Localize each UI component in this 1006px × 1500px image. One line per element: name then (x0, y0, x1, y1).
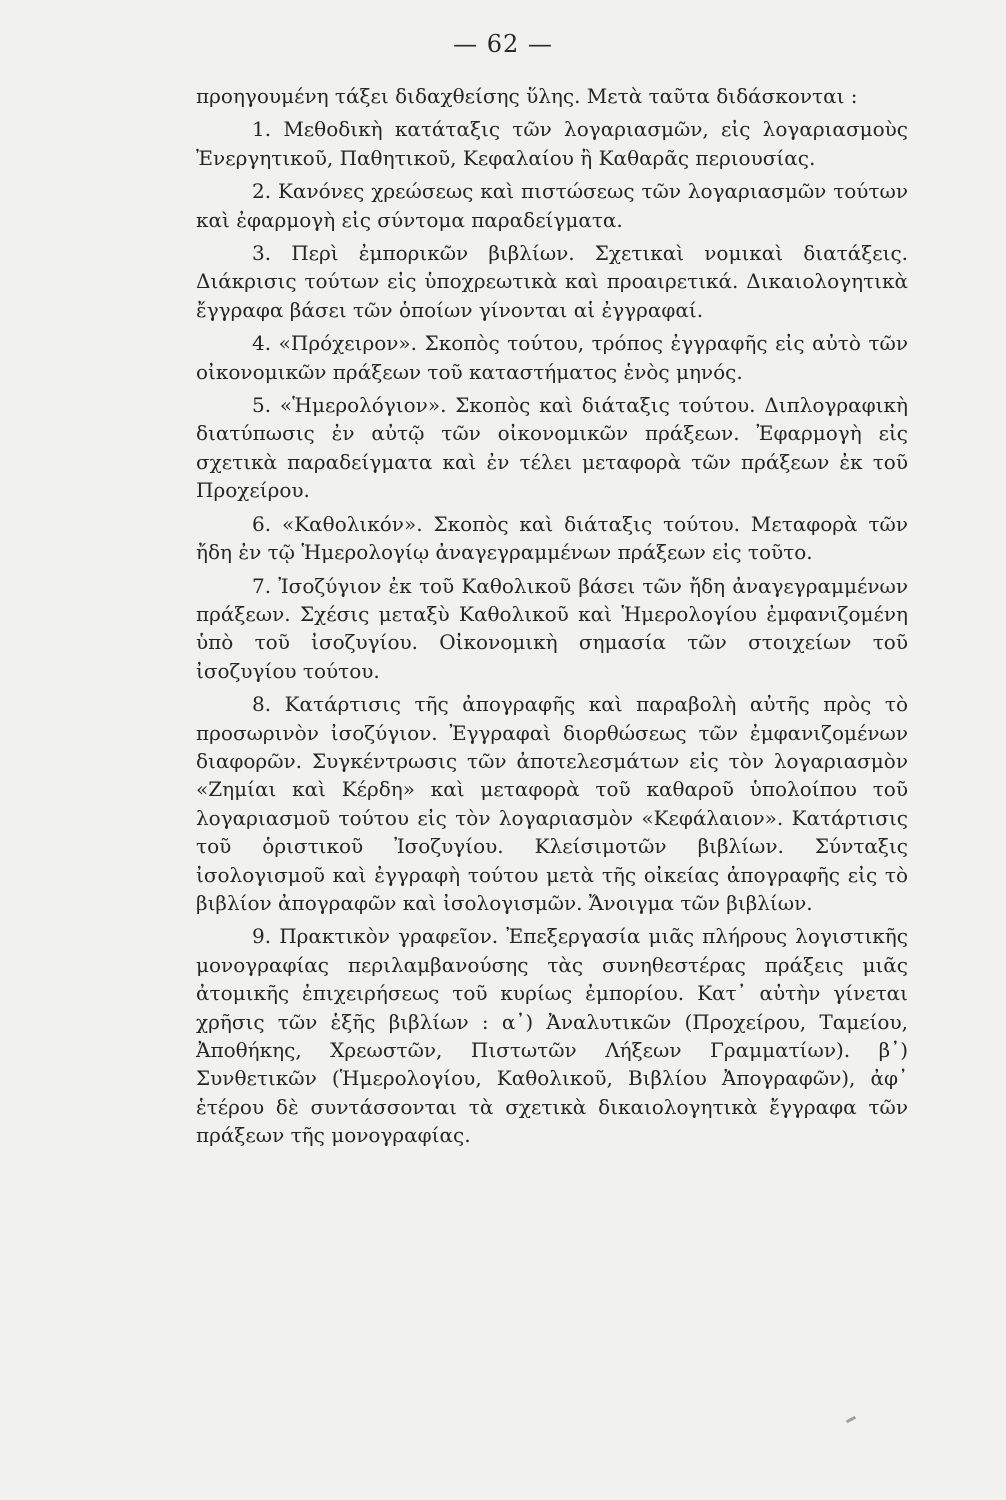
list-item-8: 8. Κατάρτισις τῆς ἀπογραφῆς καὶ παραβολὴ αὐτῆς πρὸς τὸ προσωρινὸν ἰσοζύγιον. Ἐγγραφαὶ διορθώσεως τῶν ἐμφανιζομένων διαφορῶν. Συγκέντρωσις τῶν ἀποτελεσμάτων εἰς τὸν λογαριασμὸν «Ζημίαι καὶ Κέρδη» καὶ μεταφορὰ τοῦ καθαροῦ ὑπολοίπου τοῦ λογαριασμοῦ τούτου εἰς τὸν λογαριασμὸν «Κεφάλαιον». Κατάρτισις τοῦ ὁριστικοῦ Ἰσοζυγίου. Κλείσιμοτῶν βιβλίων. Σύνταξις ἰσολογισμοῦ καὶ ἐγγραφὴ τούτου μετὰ τῆς οἰκείας ἀπογραφῆς εἰς τὸ βιβλίον ἀπογραφῶν καὶ ἰσολογισμῶν. Ἄνοιγμα τῶν βιβλίων. (196, 692, 908, 915)
list-item-1: 1. Μεθοδικὴ κατάταξις τῶν λογαριασμῶν, εἰς λογαριασμοὺς Ἐνεργητικοῦ, Παθητικοῦ, Κεφαλαίου ἢ Καθαρᾶς περιουσίας. (196, 117, 908, 170)
list-item-6: 6. «Καθολικόν». Σκοπὸς καὶ διάταξις τούτου. Μεταφορὰ τῶν ἤδη ἐν τῷ Ἡμερολογίῳ ἀναγεγραμμένων πράξεων εἰς τοῦτο. (196, 511, 908, 565)
list-item-3: 3. Περὶ ἐμπορικῶν βιβλίων. Σχετικαὶ νομικαὶ διατάξεις. Διάκρισις τούτων εἰς ὑποχρεωτικὰ καὶ προαιρετικά. Δικαιολογητικὰ ἔγγραφα βάσει τῶν ὁποίων γίνονται αἱ ἐγγραφαί. (196, 241, 908, 322)
list-item-5: 5. «Ἡμερολόγιον». Σκοπὸς καὶ διάταξις τούτου. Διπλογραφικὴ διατύπωσις ἐν αὐτῷ τῶν οἰκονομικῶν πράξεων. Ἐφαρμογὴ εἰς σχετικὰ παραδείγματα καὶ ἐν τέλει μεταφορὰ τῶν πράξεων ἐκ τοῦ Προχείρου. (196, 393, 908, 503)
intro-paragraph: προηγουμένη τάξει διδαχθείσης ὕλης. Μετὰ ταῦτα διδάσκονται : (196, 84, 858, 108)
list-item-7: 7. Ἰσοζύγιον ἐκ τοῦ Καθολικοῦ βάσει τῶν ἤδη ἀναγεγραμμένων πράξεων. Σχέσις μεταξὺ Καθολικοῦ καὶ Ἡμερολογίου ἐμφανιζομένη ὑπὸ τοῦ ἰσοζυγίου. Οἰκονομικὴ σημασία τῶν στοιχείων τοῦ ἰσοζυγίου τούτου. (196, 573, 908, 683)
page-number: — 62 — (453, 30, 553, 58)
list-item-2: 2. Κανόνες χρεώσεως καὶ πιστώσεως τῶν λογαριασμῶν τούτων καὶ ἐφαρμογὴ εἰς σύντομα παραδείγματα. (196, 179, 908, 232)
list-item-4: 4. «Πρόχειρον». Σκοπὸς τούτου, τρόπος ἐγγραφῆς εἰς αὐτὸ τῶν οἰκονομικῶν πράξεων τοῦ καταστήματος ἑνὸς μηνός. (196, 331, 908, 384)
page-body (196, 82, 908, 1150)
list-item-9: 9. Πρακτικὸν γραφεῖον. Ἐπεξεργασία μιᾶς πλήρους λογιστικῆς μονογραφίας περιλαμβανούσης τὰς συνηθεστέρας πράξεις μιᾶς ἀτομικῆς ἐπιχειρήσεως τοῦ κυρίως ἐμπορίου. Κατ᾽ αὐτὴν γίνεται χρῆσις τῶν ἑξῆς βιβλίων : α᾽) Ἀναλυτικῶν (Προχείρου, Ταμείου, Ἀποθήκης, Χρεωστῶν, Πιστωτῶν Λήξεων Γραμματίων). β᾽) Συνθετικῶν (Ἡμερολογίου, Καθολικοῦ, Βιβλίου Ἀπογραφῶν), ἀφ᾽ ἑτέρου δὲ συντάσσονται τὰ σχετικὰ δικαιολογητικὰ ἔγγραφα τῶν πράξεων τῆς μονογραφίας. (196, 924, 908, 1148)
scan-smudge (846, 1416, 856, 1423)
